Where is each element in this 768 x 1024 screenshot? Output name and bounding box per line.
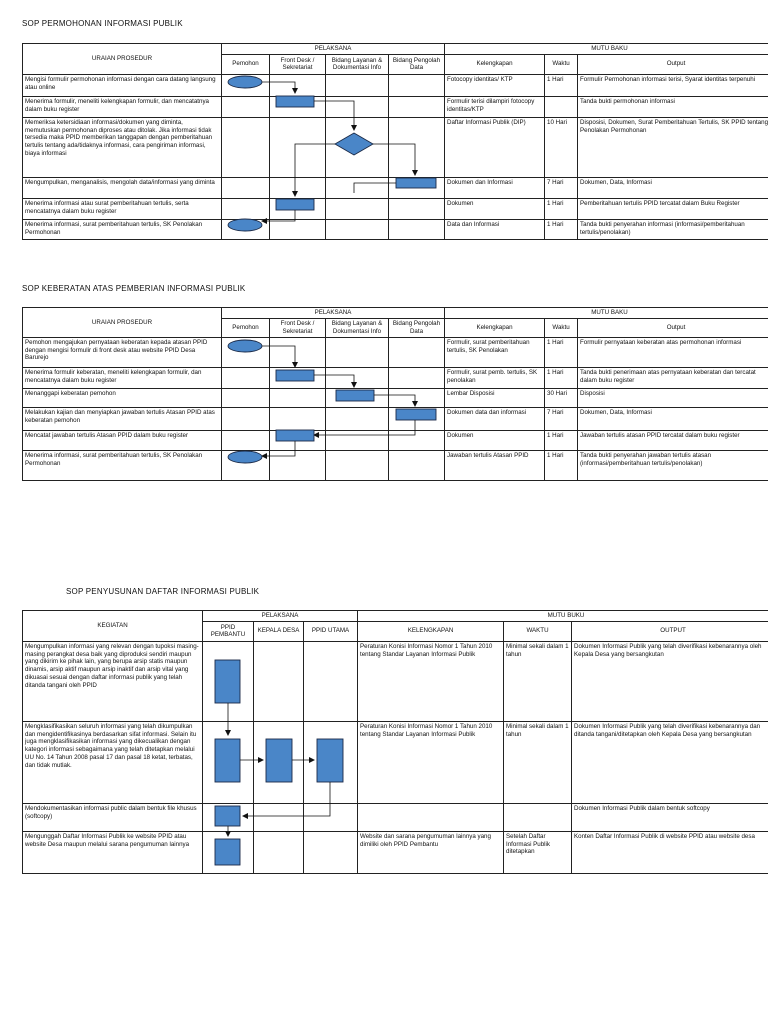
kelengkapan-cell: Dokumen bbox=[445, 430, 545, 450]
kelengkapan-cell: Lembar Disposisi bbox=[445, 388, 545, 407]
kelengkapan-cell: Daftar Informasi Publik (DIP) bbox=[445, 117, 545, 177]
uraian-cell: Mengumpulkan, menganalisis, mengolah data/informasi yang diminta bbox=[23, 177, 222, 198]
kelengkapan-cell: Jawaban tertulis Atasan PPID bbox=[445, 450, 545, 480]
sop3-pelaksana-header: PELAKSANA bbox=[203, 611, 358, 622]
output-cell: Disposisi bbox=[578, 388, 768, 407]
sop1-col-frontdesk: Front Desk / Sekretariat bbox=[270, 54, 326, 74]
table-row bbox=[23, 641, 768, 721]
output-cell: Tanda bukti permohonan informasi bbox=[578, 96, 768, 117]
output-cell: Formulir pernyataan keberatan atas permohonan informasi bbox=[578, 337, 768, 367]
waktu-cell: 7 Hari bbox=[545, 177, 578, 198]
waktu-cell: 10 Hari bbox=[545, 117, 578, 177]
output-cell: Tanda bukti penerimaan atas pernyataan keberatan dan tercatat dalam buku register bbox=[578, 367, 768, 388]
sop3-title: SOP PENYUSUNAN DAFTAR INFORMASI PUBLIK bbox=[66, 587, 260, 596]
sop2-col-frontdesk: Front Desk / Sekretariat bbox=[270, 318, 326, 337]
sop3-col-kelengkapan: KELENGKAPAN bbox=[358, 621, 504, 641]
kelengkapan-cell: Dokumen dan Informasi bbox=[445, 177, 545, 198]
output-cell: Jawaban tertulis atasan PPID tercatat dalam buku register bbox=[578, 430, 768, 450]
uraian-cell: Melakukan kajian dan menyiapkan jawaban tertulis Atasan PPID atas keberatan pemohon bbox=[23, 407, 222, 430]
output-cell: Konten Daftar Informasi Publik di website PPID atau website desa bbox=[572, 831, 768, 873]
table-row bbox=[23, 96, 768, 117]
sop3-mutu-header: MUTU BUKU bbox=[358, 611, 768, 622]
output-cell: Dokumen, Data, Informasi bbox=[578, 177, 768, 198]
sop1-uraian-header: URAIAN PROSEDUR bbox=[23, 44, 222, 75]
table-row bbox=[23, 74, 768, 96]
sop2-pelaksana-header: PELAKSANA bbox=[222, 308, 445, 319]
sop2-mutu-header: MUTU BAKU bbox=[445, 308, 768, 319]
sop1-col-pemohon: Pemohon bbox=[222, 54, 270, 74]
sop3-col-kepala-desa: KEPALA DESA bbox=[254, 621, 304, 641]
waktu-cell: Minimal sekali dalam 1 tahun bbox=[504, 721, 572, 803]
uraian-cell: Menerima informasi atau surat pemberitahuan tertulis, serta mencatatnya dalam buku register bbox=[23, 198, 222, 219]
table-row bbox=[23, 721, 768, 803]
uraian-cell: Menerima informasi, surat pemberitahuan tertulis, SK Penolakan Permohonan bbox=[23, 450, 222, 480]
waktu-cell: 1 Hari bbox=[545, 430, 578, 450]
table-row bbox=[23, 388, 768, 407]
table-row bbox=[23, 219, 768, 239]
table-row bbox=[23, 831, 768, 873]
output-cell: Tanda bukti penyerahan informasi (informasi/pemberitahuan tertulis/penolakan) bbox=[578, 219, 768, 239]
sop1-col-pengolah: Bidang Pengolah Data bbox=[389, 54, 445, 74]
sop1-pelaksana-header: PELAKSANA bbox=[222, 44, 445, 55]
kelengkapan-cell: Fotocopy identitas/ KTP bbox=[445, 74, 545, 96]
sop2-table bbox=[22, 307, 768, 481]
output-cell: Dokumen Informasi Publik yang telah diverifikasi kebenarannya oleh Kepala Desa yang bersangkutan bbox=[572, 641, 768, 721]
sop3-col-ppid-pembantu: PPID PEMBANTU bbox=[203, 621, 254, 641]
sop3-col-ppid-utama: PPID UTAMA bbox=[304, 621, 358, 641]
uraian-cell: Menerima formulir keberatan, meneliti kelengkapan formulir, dan mencatatnya dalam buku register bbox=[23, 367, 222, 388]
table-row bbox=[23, 407, 768, 430]
kegiatan-cell: Mengklasifikasikan seluruh informasi yang telah dikumpulkan dan mengidentifikasinya berdasarkan sifat informasi. Selain itu juga mengklasifikasikan informasi yang dikecualikan dengan kategori informasi sebagaimana yang telah ditetapkan melalui UU No. 14 Tahun 2008 pasal 17 dan pasal 18 ketat, terbatas, dan tidak mutlak. bbox=[23, 721, 203, 803]
waktu-cell: 1 Hari bbox=[545, 198, 578, 219]
sop2-title: SOP KEBERATAN ATAS PEMBERIAN INFORMASI PUBLIK bbox=[22, 284, 246, 293]
table-row bbox=[23, 803, 768, 831]
kegiatan-cell: Mengunggah Daftar Informasi Publik ke website PPID atau website Desa maupun melalui sarana pengumuman lainnya bbox=[23, 831, 203, 873]
sop1-mutu-header: MUTU BAKU bbox=[445, 44, 768, 55]
waktu-cell bbox=[545, 96, 578, 117]
sop1-title: SOP PERMOHONAN INFORMASI PUBLIK bbox=[22, 19, 183, 28]
uraian-cell: Memeriksa ketersidiaan informasi/dokumen yang diminta, memutuskan permohonan diproses atau ditolak. Jika informasi tidak tersedia maka PPID memberikan tanggapan dengan pemberitahuan tertulis tentang ada/tidaknya informasi, cara pengiriman informasi, biaya informasi bbox=[23, 117, 222, 177]
output-cell: Formulir Permohonan informasi terisi, Syarat identitas terpenuhi bbox=[578, 74, 768, 96]
waktu-cell: 7 Hari bbox=[545, 407, 578, 430]
sop3-col-output: OUTPUT bbox=[572, 621, 768, 641]
kelengkapan-cell: Formulir, surat pemberitahuan tertulis, SK Penolakan bbox=[445, 337, 545, 367]
uraian-cell: Mengisi formulir permohonan informasi dengan cara datang langsung atau online bbox=[23, 74, 222, 96]
table-row bbox=[23, 450, 768, 480]
kelengkapan-cell: Dokumen bbox=[445, 198, 545, 219]
kelengkapan-cell: Data dan Informasi bbox=[445, 219, 545, 239]
waktu-cell: 1 Hari bbox=[545, 219, 578, 239]
sop2-col-kelengkapan: Kelengkapan bbox=[445, 318, 545, 337]
table-row bbox=[23, 117, 768, 177]
table-row bbox=[23, 430, 768, 450]
sop2-col-waktu: Waktu bbox=[545, 318, 578, 337]
uraian-cell: Menanggapi keberatan pemohon bbox=[23, 388, 222, 407]
sop3-col-waktu: WAKTU bbox=[504, 621, 572, 641]
sop1-table bbox=[22, 43, 768, 240]
table-row bbox=[23, 177, 768, 198]
table-row bbox=[23, 367, 768, 388]
sop3-table bbox=[22, 610, 768, 874]
uraian-cell: Pemohon mengajukan pernyataan keberatan kepada atasan PPID dengan mengisi formulir di front desk atau website PPID Desa Barurejo bbox=[23, 337, 222, 367]
output-cell: Dokumen Informasi Publik dalam bentuk softcopy bbox=[572, 803, 768, 831]
table-row bbox=[23, 198, 768, 219]
sop2-col-layanan: Bidang Layanan & Dokumentasi Info bbox=[326, 318, 389, 337]
uraian-cell: Menerima informasi, surat pemberitahuan tertulis, SK Penolakan Permohonan bbox=[23, 219, 222, 239]
waktu-cell: Minimal sekali dalam 1 tahun bbox=[504, 641, 572, 721]
waktu-cell: 1 Hari bbox=[545, 450, 578, 480]
output-cell: Tanda bukti penyerahan jawaban tertulis atasan (informasi/pemberitahuan tertulis/penolakan) bbox=[578, 450, 768, 480]
output-cell: Disposisi, Dokumen, Surat Pemberitahuan Tertulis, SK PPID tentang Penolakan Permohonan bbox=[578, 117, 768, 177]
kelengkapan-cell: Dokumen data dan informasi bbox=[445, 407, 545, 430]
sop2-col-output: Output bbox=[578, 318, 768, 337]
table-row bbox=[23, 337, 768, 367]
waktu-cell: 30 Hari bbox=[545, 388, 578, 407]
kelengkapan-cell: Website dan sarana pengumuman lainnya yang dimiliki oleh PPID Pembantu bbox=[358, 831, 504, 873]
waktu-cell: 1 Hari bbox=[545, 337, 578, 367]
kelengkapan-cell: Peraturan Konisi Informasi Nomor 1 Tahun 2010 tentang Standar Layanan Informasi Publik bbox=[358, 641, 504, 721]
output-cell: Dokumen Informasi Publik yang telah diverifikasi kebenarannya dan ditanda tangani/ditetapkan oleh Kepala Desa yang bersangkutan bbox=[572, 721, 768, 803]
output-cell: Pemberitahuan tertulis PPID tercatat dalam Buku Register bbox=[578, 198, 768, 219]
sop2-col-pengolah: Bidang Pengolah Data bbox=[389, 318, 445, 337]
sop1-col-layanan: Bidang Layanan & Dokumentasi Info bbox=[326, 54, 389, 74]
kelengkapan-cell: Formulir, surat pemb. tertulis, SK penolakan bbox=[445, 367, 545, 388]
output-cell: Dokumen, Data, Informasi bbox=[578, 407, 768, 430]
sop1-col-output: Output bbox=[578, 54, 768, 74]
kelengkapan-cell: Formulir terisi dilampiri fotocopy identitas/KTP bbox=[445, 96, 545, 117]
uraian-cell: Menerima formulir, meneliti kelengkapan formulir, dan mencatatnya dalam buku register bbox=[23, 96, 222, 117]
waktu-cell: Setelah Daftar Informasi Publik ditetapkan bbox=[504, 831, 572, 873]
sop1-col-kelengkapan: Kelengkapan bbox=[445, 54, 545, 74]
waktu-cell bbox=[504, 803, 572, 831]
sop2-col-pemohon: Pemohon bbox=[222, 318, 270, 337]
sop3-kegiatan-header: KEGIATAN bbox=[23, 611, 203, 642]
sop1-col-waktu: Waktu bbox=[545, 54, 578, 74]
kegiatan-cell: Mengumpulkan informasi yang relevan dengan tupoksi masing-masing perangkat desa baik yang diproduksi sendiri maupun yang dikirim ke pihak lain, yang berupa arsip statis maupun dinamis, arsip aktif maupun arsip inaktif dan arsip vital yang dikuasai sesuai dengan daftar informasi publik yang telah ditanda tangani oleh PPID bbox=[23, 641, 203, 721]
uraian-cell: Mencatat jawaban tertulis Atasan PPID dalam buku register bbox=[23, 430, 222, 450]
waktu-cell: 1 Hari bbox=[545, 74, 578, 96]
kegiatan-cell: Mendokumentasikan informasi public dalam bentuk file khusus (softcopy) bbox=[23, 803, 203, 831]
sop2-uraian-header: URAIAN PROSEDUR bbox=[23, 308, 222, 338]
waktu-cell: 1 Hari bbox=[545, 367, 578, 388]
kelengkapan-cell bbox=[358, 803, 504, 831]
kelengkapan-cell: Peraturan Konisi Informasi Nomor 1 Tahun 2010 tentang Standar Layanan Informasi Publik bbox=[358, 721, 504, 803]
